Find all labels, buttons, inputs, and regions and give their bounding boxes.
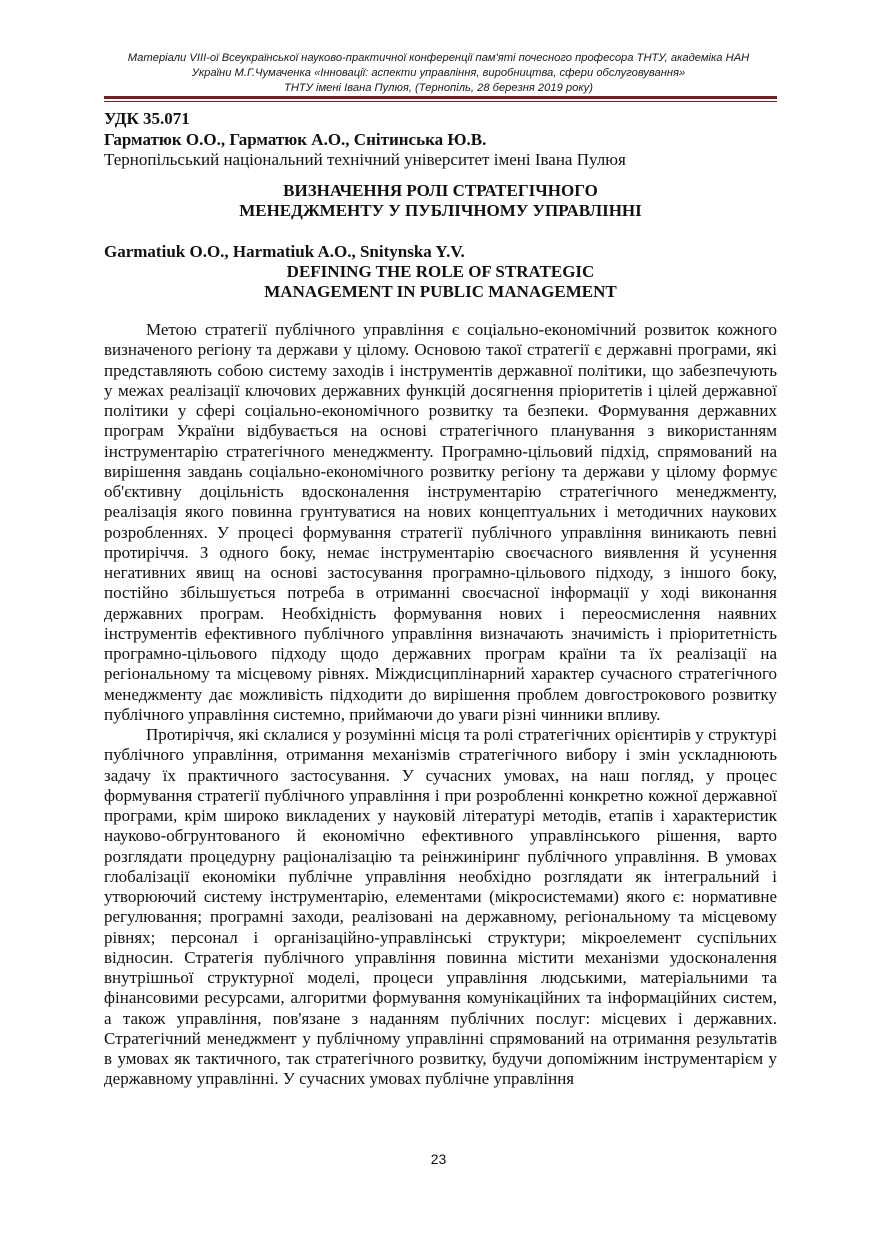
authors-english: Garmatiuk O.O., Harmatiuk A.O., Snitynska Y.V. [104, 242, 465, 261]
title-english-line-1: DEFINING THE ROLE OF STRATEGIC [286, 262, 595, 281]
title-ukrainian [104, 181, 777, 221]
body-paragraph: Протиріччя, які склалися у розумінні місця та ролі стратегічних орієнтирів у структурі публічного управління, отримання механізмів стратегічного вибору і змін ускладнюють задачу їх практичного застосування. У сучасних умовах, на наш погляд, у процес формування стратегії публічного управління і при розробленні конкретно кожної державної програми, крім широко викладених у науковій літературі методів, етапів і характеристик науково-обгрунтованого й економічно ефективного управлінського рішення, варто розглядати процедурну раціоналізацію та реінжиніринг публічного управління. В умовах глобалізації економіки публічне управління необхідно розглядати як інтегральний і утворюючий систему інструментарію, елементами (мікросистемами) якого є: нормативне регулювання; програмні заходи, реалізовані на державному, регіональному та місцевому рівнях; персонал і організаційно-управлінські структури; мікроелемент суспільних відносин. Стратегія публічного управління повинна містити механізми удосконалення внутрішньої структурної моделі, процеси управління людськими, матеріальними та фінансовими ресурсами, алгоритми формування комунікаційних та інформаційних систем, а також управління, пов'язане з наданням публічних послуг: місцевих і державних. Стратегічний менеджмент у публічному управлінні спрямований на отримання результатів в умовах як тактичного, так стратегічного розвитку, будучи допоміжним інструментарієм у державному управлінні. У сучасних умовах публічне управління [104, 725, 777, 1089]
authors-ukrainian: Гарматюк О.О., Гарматюк А.О., Снітинська Ю.В. [104, 130, 487, 149]
page-number: 23 [430, 1151, 447, 1167]
header-rule-thin [104, 101, 777, 102]
header-rule-thick [104, 96, 777, 99]
header-line-3: ТНТУ імені Івана Пулюя, (Тернопіль, 28 березня 2019 року) [284, 82, 593, 94]
body-paragraph: Метою стратегії публічного управління є соціально-економічний розвиток кожного визначеного регіону та держави у цілому. Основою такої стратегії є державні програми, які представляють собою систему заходів і інструментів державної політики, що забезпечують у межах реалізації ключових державних функцій досягнення пріоритетів і цілей державної політики у сфері соціально-економічного розвитку та безпеки. Формування державних програм України відбувається на основі стратегічного планування з використанням інструментарію стратегічного менеджменту. Програмно-цільовий підхід, спрямований на вирішення завдань соціально-економічного розвитку регіону та держави у цілому формує об'єктивну доцільність вдосконалення інструментарію стратегічного менеджменту, реалізація якого повинна грунтуватися на нових концептуальних і методичних наукових розробленнях. У процесі формування стратегії публічного управління виникають певні протиріччя. З одного боку, немає інструментарію своєчасного виявлення й усунення негативних явищ на основі застосування програмно-цільового підходу, з іншого боку, постійно збільшується потреба в отриманні своєчасної інформації у ході виконання державних програм. Необхідність формування нових і переосмислення наявних інструментів ефективного публічного управління визначають значимість і пріоритетність програмно-цільового підходу щодо державних програм країни та їх реалізації на регіональному та місцевому рівнях. Міждисциплінарний характер сучасного стратегічного менеджменту дає можливість підходити до вирішення проблем довгострокового розвитку публічного управління системно, приймаючи до уваги різні чинники впливу. [104, 320, 777, 724]
udc-code: УДК 35.071 [104, 109, 190, 128]
header-line-2: України М.Г.Чумаченка «Інновації: аспекти управління, виробництва, сфери обслуговування» [191, 67, 686, 79]
title-ukrainian-line-2: МЕНЕДЖМЕНТУ У ПУБЛІЧНОМУ УПРАВЛІННІ [239, 201, 642, 220]
header-line-1: Матеріали VIII-ої Всеукраїнської науково-практичної конференції пам'яті почесного професора ТНТУ, академіка НАН [127, 52, 750, 64]
title-english-line-2: MANAGEMENT IN PUBLIC MANAGEMENT [264, 282, 617, 301]
title-english [104, 262, 777, 302]
conference-header [90, 51, 787, 96]
affiliation: Тернопільський національний технічний університет імені Івана Пулюя [104, 150, 626, 169]
article-body [104, 320, 777, 1090]
title-ukrainian-line-1: ВИЗНАЧЕННЯ РОЛІ СТРАТЕГІЧНОГО [283, 181, 598, 200]
